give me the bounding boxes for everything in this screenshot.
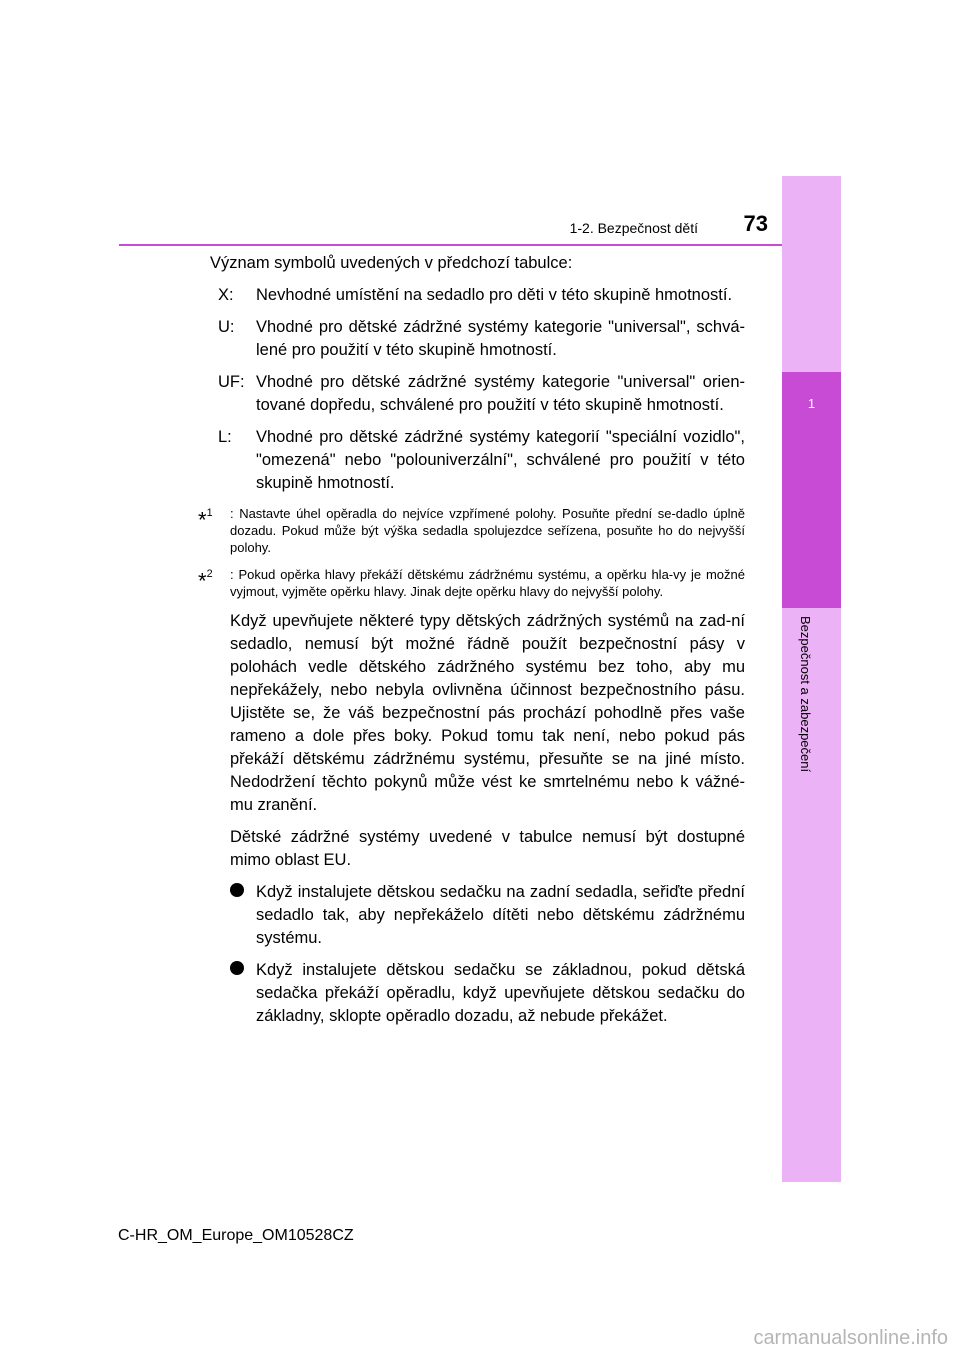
bullet-item <box>210 881 745 950</box>
document-code: C-HR_OM_Europe_OM10528CZ <box>118 1227 354 1244</box>
definition-item <box>210 371 745 417</box>
header-divider <box>119 244 782 246</box>
definition-item <box>210 316 745 362</box>
chapter-tab[interactable] <box>782 372 841 608</box>
intro-text: Význam symbolů uvedených v předchozí tabulce: <box>210 254 573 272</box>
definition-item <box>210 426 745 495</box>
chapter-title: Bezpečnost a zabezpečení <box>798 616 813 773</box>
footnote-marker: *$^1$ <box>198 507 213 533</box>
chapter-sidebar <box>782 176 841 1182</box>
definition-key: UF: <box>218 373 245 391</box>
availability-paragraph: Dětské zádržné systémy uvedené v tabulce nemusí být dostupné mimo oblast EU. <box>230 828 745 869</box>
bullet-text: Když instalujete dětskou sedačku se základnou, pokud dětská sedačka překáží opěradlu, když upevňujete dětskou sedačku do základny, sklopte opěradlo dozadu, až nebude překážet. <box>256 961 745 1025</box>
definition-key: X: <box>218 286 234 304</box>
footnote-text: : Pokud opěrka hlavy překáží dětskému zádržnému systému, a opěrku hla-vy je možné vyjmout, vyjměte opěrku hlavy. Jinak dejte opěrku hlavy do nejvyšší polohy. <box>230 567 745 599</box>
watermark: carmanualsonline.info <box>753 1327 948 1349</box>
definition-key: U: <box>218 318 235 336</box>
section-title: 1-2. Bezpečnost dětí <box>569 220 698 236</box>
definition-text: Nevhodné umístění na sedadlo pro děti v této skupině hmotností. <box>256 286 733 304</box>
warning-paragraph: Když upevňujete některé typy dětských zádržných systémů na zad-ní sedadlo, nemusí být možné řádně použít bezpečnostní pásy v polohách vedle dětského zádržného systému bez toho, aby mu nepřekážely, nebo nebyla ovlivněna účinnost bezpečnostního pásu. Ujistěte se, že váš bezpečnostní pás prochází pohodlně přes vaše rameno a dole přes boky. Pokud tomu tak není, nebo pokud pás překáží dětskému zádržnému systému, přesuňte se na jiné místo. Nedodržení těchto pokynů může vést ke smrtelnému nebo k vážné-mu zranění. <box>230 612 745 814</box>
footnote <box>198 505 745 556</box>
footnote <box>198 566 745 600</box>
footnote-marker: *$^2$ <box>198 568 213 594</box>
chapter-number: 1 <box>807 396 816 411</box>
bullet-item <box>210 959 745 1028</box>
bullet-icon <box>230 881 256 950</box>
page-content <box>198 252 745 1037</box>
bullet-icon <box>230 959 256 1028</box>
definition-text: Vhodné pro dětské zádržné systémy kategorie "universal", schvá-lené pro použití v této skupině hmotností. <box>256 318 745 359</box>
definition-text: Vhodné pro dětské zádržné systémy kategorií "speciální vozidlo", "omezená" nebo "polouniverzální", schválené pro použití v této skupině hmotností. <box>256 428 745 492</box>
footnote-text: : Nastavte úhel opěradla do nejvíce vzpřímené polohy. Posuňte přední se-dadlo úplně dozadu. Pokud může být výška sedadla spolujezdce seřízena, posuňte ho do nejvyšší polohy. <box>230 506 745 555</box>
definition-text: Vhodné pro dětské zádržné systémy kategorie "universal" orien-tované dopředu, schválené pro použití v této skupině hmotností. <box>256 373 745 414</box>
definition-item <box>210 284 745 307</box>
definition-key: L: <box>218 428 232 446</box>
page-number: 73 <box>743 211 768 236</box>
bullet-text: Když instalujete dětskou sedačku na zadní sedadla, seřiďte přední sedadlo tak, aby nepřekáželo dítěti nebo dětskému zádržnému systému. <box>256 883 745 947</box>
